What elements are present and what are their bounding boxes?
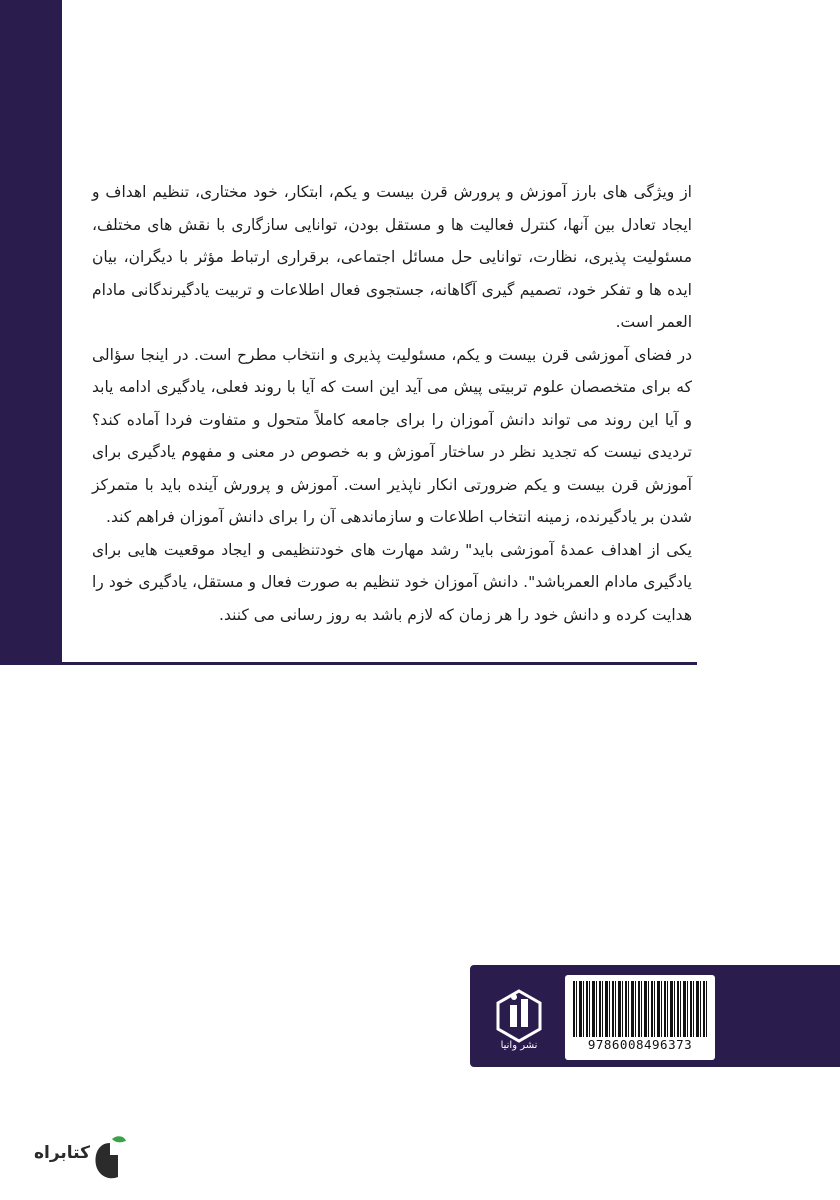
- back-cover-text: [92, 176, 692, 631]
- paragraph-1: از ویژگی های بارز آموزش و پرورش قرن بیست و یکم، ابتکار، خود مختاری، تنظیم اهداف و ایجاد تعادل بین آنها، کنترل فعالیت ها و مستقل بودن، توانایی سازگاری با نقش های مختلف، مسئولیت پذیری، نظارت، توانایی حل مسائل اجتماعی، برقراری ارتباط مؤثر با دیگران، بیان ایده ها و تفکر خود، تصمیم گیری آگاهانه، جستجوی فعال اطلاعات و تربیت یادگیرندگانی مادام العمر است.: [92, 183, 692, 331]
- ketabrah-watermark: [28, 1135, 128, 1185]
- left-color-band: [0, 0, 62, 665]
- ketabrah-logo-icon: [90, 1135, 130, 1183]
- barcode-bars: [573, 981, 707, 1037]
- ketabrah-label: کتابراه: [33, 1143, 90, 1163]
- divider-rule: [62, 662, 697, 665]
- paragraph-2: در فضای آموزشی قرن بیست و یکم، مسئولیت پذیری و انتخاب مطرح است. در اینجا سؤالی که برای متخصصان علوم تربیتی پیش می آید این است که آیا با روند فعلی، یادگیری ادامه یابد و آیا این روند می تواند دانش آموزان را برای جامعه کاملاً متحول و متفاوت فردا آماده کند؟ تردیدی نیست که تجدید نظر در ساختار آموزش و به خصوص در معنی و مفهوم یادگیری برای آموزش قرن بیست و یکم ضرورتی انکار ناپذیر است. آموزش و پرورش آینده باید با متمرکز شدن بر یادگیرنده، زمینه انتخاب اطلاعات و سازماندهی آن را برای دانش آموزان فراهم کند.: [92, 345, 692, 526]
- publisher-name: نشر وانیا: [500, 1040, 538, 1051]
- paragraph-3: یکی از اهداف عمدهٔ آموزشی باید" رشد مهارت های خودتنظیمی و ایجاد موقعیت هایی برای یادگیری مادام العمرباشد". دانش آموزان خود تنظیم به صورت فعال و مستقل، یادگیری خود را هدایت کرده و دانش خود را هر زمان که لازم باشد به روز رسانی می کنند.: [92, 540, 692, 624]
- isbn-number: 9786008496373: [587, 1037, 693, 1052]
- isbn-barcode: [565, 975, 715, 1060]
